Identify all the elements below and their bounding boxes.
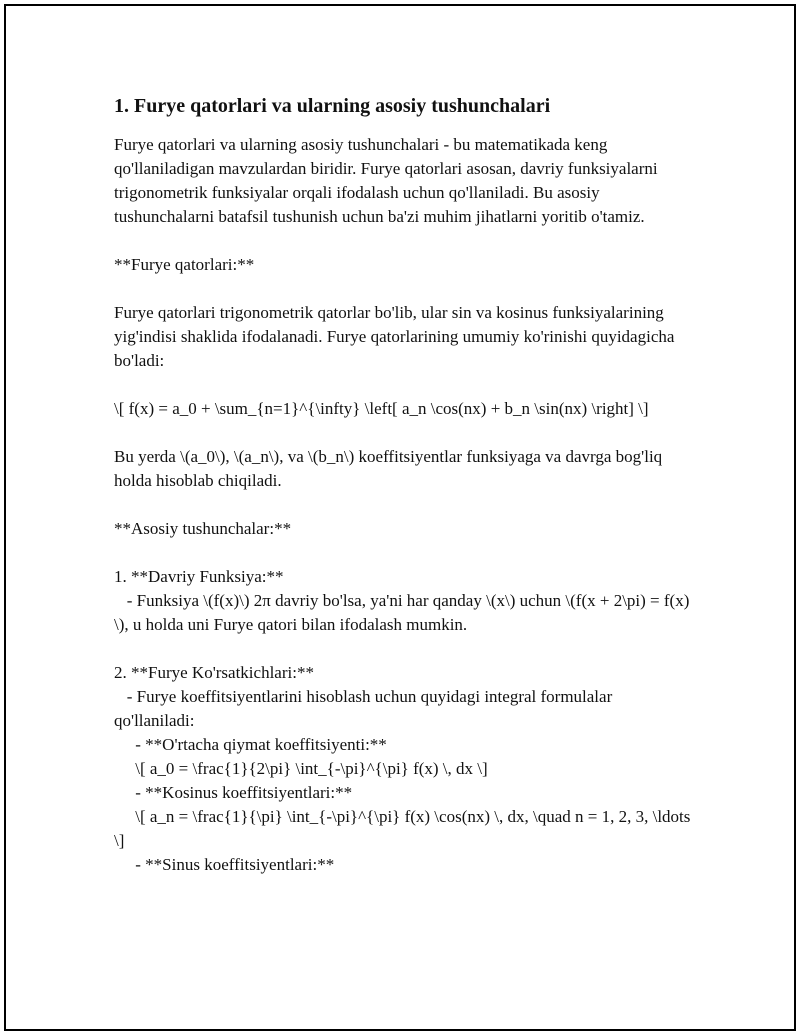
fourier-series-subheading: **Furye qatorlari:** bbox=[114, 255, 255, 274]
intro-paragraph: Furye qatorlari va ularning asosiy tushunchalari - bu matematikada keng qo'llaniladigan mavzulardan biridir. Furye qatorlari asosan, davriy funksiyalarni trigonometrik funksiyalar orqali ifodalash uchun qo'llaniladi. Bu asosiy tushunchalarni batafsil tushunish uchun ba'zi muhim jihatlarni yoritib o'tamiz. bbox=[114, 135, 662, 226]
fourier-coefficients-item: 2. **Furye Ko'rsatkichlari:** - Furye koeffitsiyentlarini hisoblash uchun quyidagi integral formulalar qo'llaniladi: - **O'rtacha qiymat koeffitsiyenti:** \[ a_0 = \frac{1}{2\pi} \int_{-\pi}^{\pi} f(x) \, dx \] - **Kosinus koeffitsiyentlari:** \[ a_n = \frac{1}{\pi} \int_{-\pi}^{\pi} f(x) \cos(nx) \, dx, \quad n = 1, 2, 3, \ldots \] - **Sinus koeffitsiyentlari:** bbox=[114, 663, 691, 874]
periodic-function-item: 1. **Davriy Funksiya:** - Funksiya \(f(x)\) 2π davriy bo'lsa, ya'ni har qanday \(x\) uchun \(f(x + 2\pi) = f(x) \), u holda uni Furye qatori bilan ifodalash mumkin. bbox=[114, 567, 690, 634]
document-body bbox=[114, 93, 694, 877]
coefficients-note: Bu yerda \(a_0\), \(a_n\), va \(b_n\) koeffitsiyentlar funksiyaga va davrga bog'liq holda hisoblab chiqiladi. bbox=[114, 447, 667, 490]
paragraph-gap bbox=[114, 277, 694, 301]
paragraph-gap bbox=[114, 421, 694, 445]
section-heading: 1. Furye qatorlari va ularning asosiy tushunchalari bbox=[114, 95, 551, 117]
fourier-series-description: Furye qatorlari trigonometrik qatorlar bo'lib, ular sin va kosinus funksiyalarining yig'indisi shaklida ifodalanadi. Furye qatorlarining umumiy ko'rinishi quyidagicha bo'ladi: bbox=[114, 303, 679, 370]
paragraph-gap bbox=[114, 637, 694, 661]
paragraph-gap bbox=[114, 229, 694, 253]
basic-concepts-subheading: **Asosiy tushunchalar:** bbox=[114, 519, 292, 538]
fourier-series-formula: \[ f(x) = a_0 + \sum_{n=1}^{\infty} \left[ a_n \cos(nx) + b_n \sin(nx) \right] \] bbox=[114, 399, 649, 418]
paragraph-gap bbox=[114, 373, 694, 397]
paragraph-gap bbox=[114, 493, 694, 517]
paragraph-gap bbox=[114, 541, 694, 565]
